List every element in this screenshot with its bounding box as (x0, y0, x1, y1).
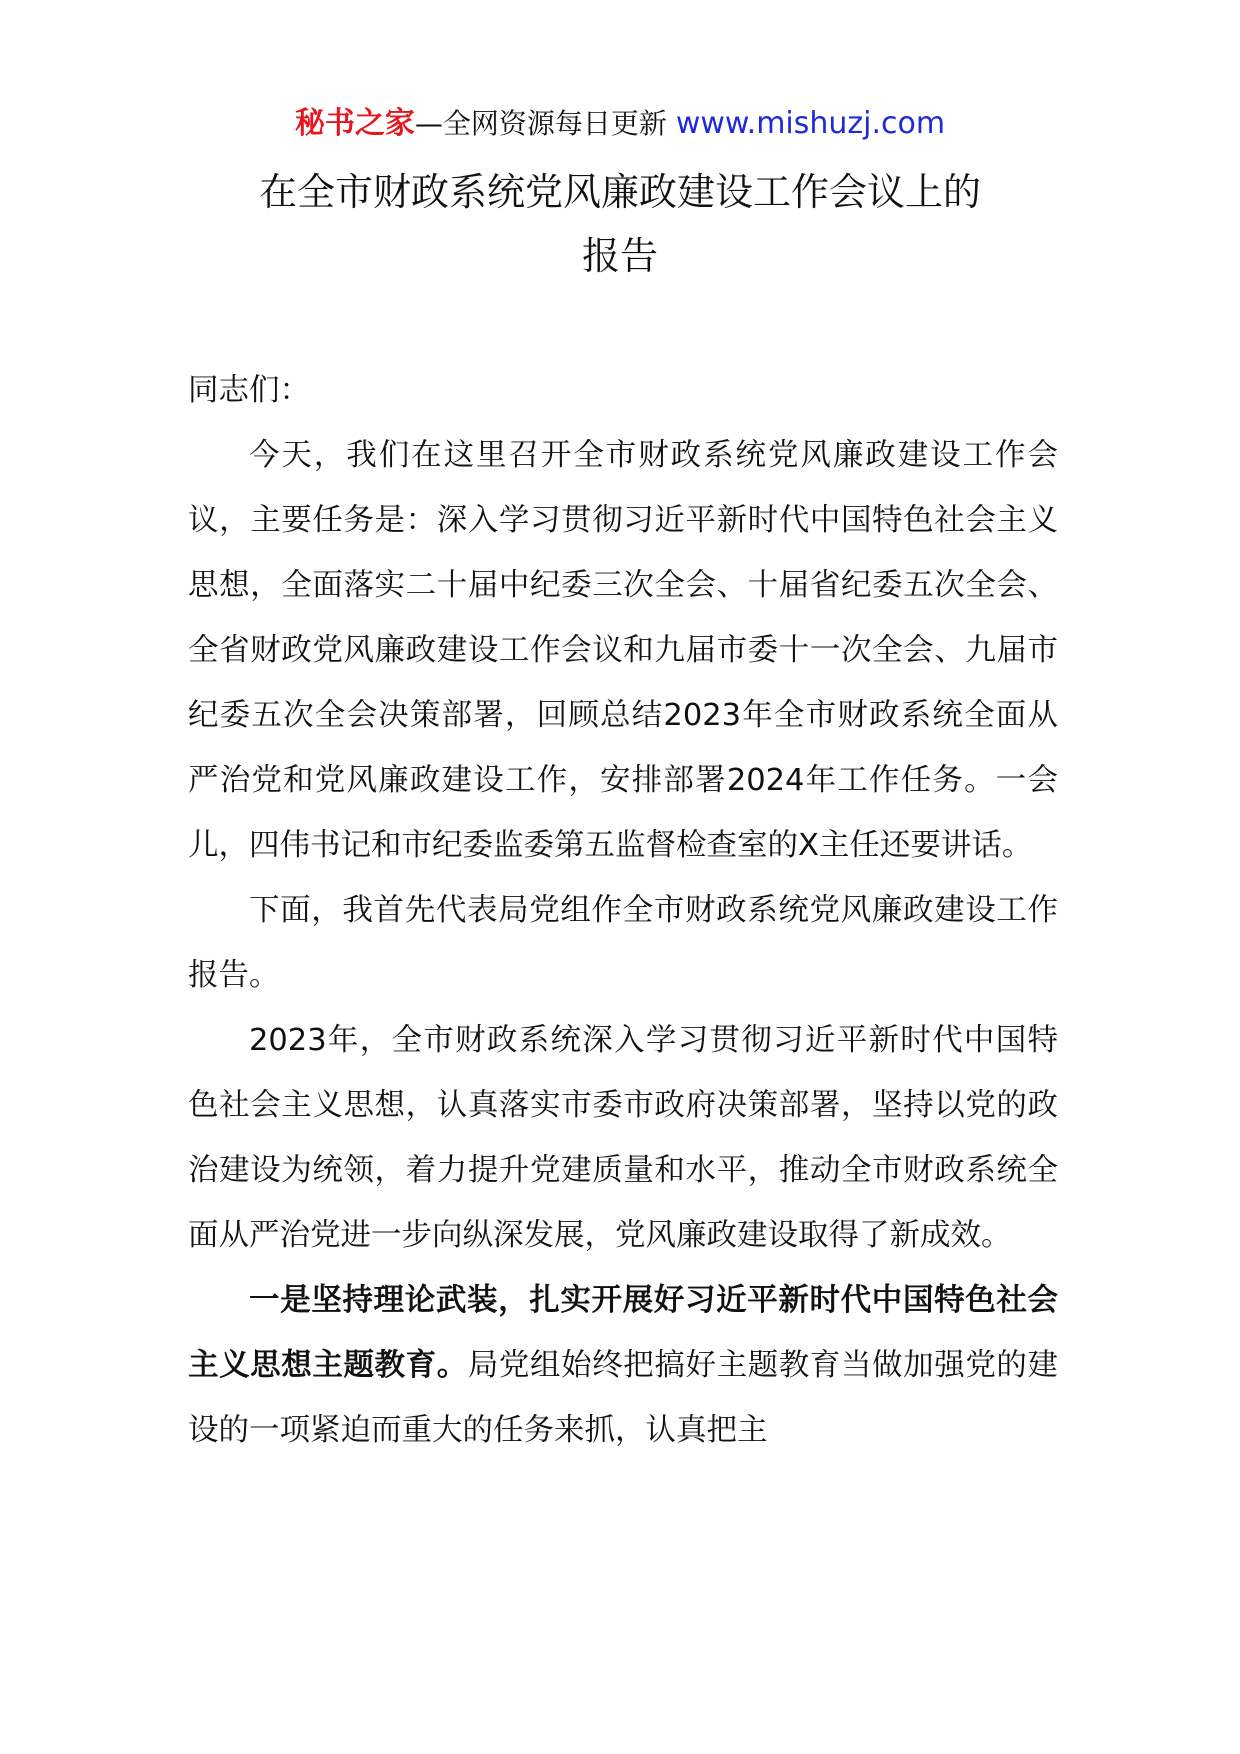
salutation: 同志们： (188, 373, 310, 408)
paragraph-1: 今天，我们在这里召开全市财政系统党风廉政建设工作会议，主要任务是：深入学习贯彻习近平新时代中国特色社会主义思想，全面落实二十届中纪委三次全会、十届省纪委五次全会、全省财政党风廉政建设工作会议和九届市委十一次全会、九届市纪委五次全会决策部署，回顾总结2023年全市财政系统全面从严治党和党风廉政建设工作，安排部署2024年工作任务。一会儿，四伟书记和市纪委监委第五监督检查室的X主任还要讲话。 (188, 438, 1058, 863)
paragraph-4-lead: 一是坚持理论武装，扎实开展好习近平新时代中国特色社会主义思想主题教育。 (188, 1283, 1058, 1383)
document-body (188, 358, 1058, 1463)
paragraph-4-rest: 局党组始终把搞好主题教育当做加强党的建设的一项紧迫而重大的任务来抓，认真把主 (188, 1348, 1059, 1448)
document-title-line-1: 在全市财政系统党风廉政建设工作会议上的 (258, 170, 981, 214)
brand-name: 秘书之家 (294, 106, 415, 141)
site-header (0, 100, 1240, 148)
document-title (150, 160, 1090, 288)
document-title-line-2: 报告 (581, 234, 658, 278)
site-url-link[interactable]: www.mishuzj.com (675, 106, 946, 141)
header-tagline: —全网资源每日更新 (414, 107, 667, 140)
paragraph-3: 2023年，全市财政系统深入学习贯彻习近平新时代中国特色社会主义思想，认真落实市委市政府决策部署，坚持以党的政治建设为统领，着力提升党建质量和水平，推动全市财政系统全面从严治党进一步向纵深发展，党风廉政建设取得了新成效。 (188, 1023, 1058, 1253)
paragraph-2: 下面，我首先代表局党组作全市财政系统党风廉政建设工作报告。 (188, 893, 1058, 993)
paragraph-4 (188, 1268, 1058, 1463)
